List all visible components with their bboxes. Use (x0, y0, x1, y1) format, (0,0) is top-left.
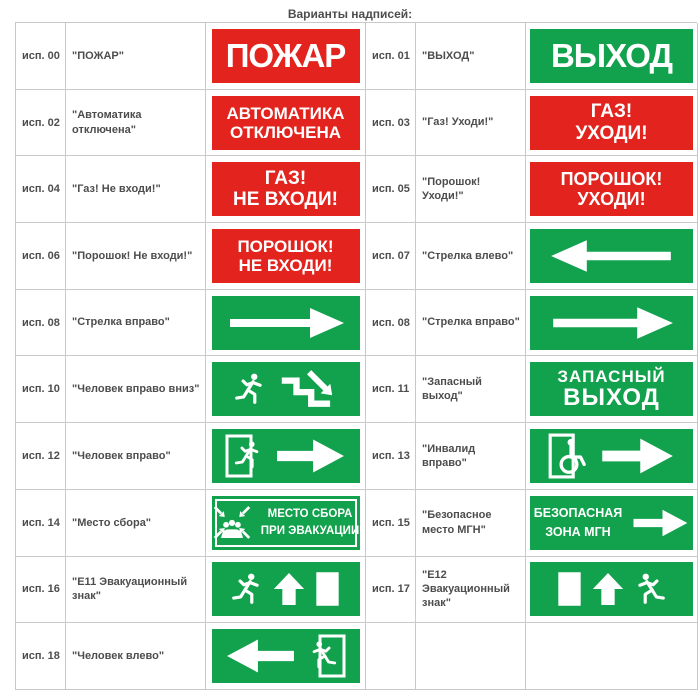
door-icon (314, 570, 341, 608)
arrow-right-icon (599, 434, 675, 478)
sign-text: ПРИ ЭВАКУАЦИИ (260, 524, 360, 537)
sign-cell (206, 223, 366, 290)
variant-label: "Человек влево" (66, 623, 206, 690)
variant-label: "Газ! Не входи!" (66, 156, 206, 223)
variant-number: исп. 18 (16, 623, 66, 690)
sign-cell (526, 156, 698, 223)
variant-number: исп. 08 (16, 290, 66, 357)
variant-label: "Стрелка влево" (416, 223, 526, 290)
sign-poroshok-ne-vhodi (212, 229, 360, 283)
variant-number: исп. 02 (16, 90, 66, 157)
sign-arrow-right (530, 296, 693, 350)
variant-label: "Место сбора" (66, 490, 206, 557)
variant-label: "Автоматика отключена" (66, 90, 206, 157)
sign-cell (206, 156, 366, 223)
variant-label: "Запасный выход" (416, 356, 526, 423)
variant-number: исп. 08 (366, 290, 416, 357)
sign-text: ГАЗ! (264, 167, 307, 189)
variant-label: "Порошок! Уходи!" (416, 156, 526, 223)
sign-text: ПОЖАР (225, 36, 346, 74)
variant-number (366, 623, 416, 690)
sign-zapasny-vyhod (530, 362, 693, 416)
variant-number: исп. 13 (366, 423, 416, 490)
variant-number: исп. 11 (366, 356, 416, 423)
variant-number: исп. 00 (16, 23, 66, 90)
variant-label: "Человек вправо вниз" (66, 356, 206, 423)
sign-text: МЕСТО СБОРА (267, 507, 353, 520)
sign-man-right (212, 429, 360, 483)
variant-label: "ВЫХОД" (416, 23, 526, 90)
variant-label: "Газ! Уходи!" (416, 90, 526, 157)
sign-avtomatika-otklyuchena (212, 96, 360, 150)
sign-cell (526, 290, 698, 357)
sign-mesto-sbora (212, 496, 360, 550)
variant-number: исп. 15 (366, 490, 416, 557)
sign-text: АВТОМАТИКА (226, 103, 345, 123)
variant-label: "Безопасное место МГН" (416, 490, 526, 557)
sign-cell (526, 557, 698, 624)
sign-text: БЕЗОПАСНАЯ (533, 505, 623, 520)
runner-icon (233, 372, 267, 406)
variant-number: исп. 04 (16, 156, 66, 223)
sign-cell (526, 223, 698, 290)
sign-cell (206, 290, 366, 357)
variant-number: исп. 17 (366, 557, 416, 624)
variant-label: "Человек вправо" (66, 423, 206, 490)
sign-arrow-right (212, 296, 360, 350)
sign-cell (206, 623, 366, 690)
sign-text: ЗАПАСНЫЙ (557, 367, 666, 387)
sign-cell (206, 90, 366, 157)
sign-e12-evacuation (530, 562, 693, 616)
arrow-right-icon (631, 504, 689, 542)
sign-text: НЕ ВХОДИ! (233, 189, 338, 211)
sign-e11-evacuation (212, 562, 360, 616)
variant-number: исп. 14 (16, 490, 66, 557)
door-icon (556, 570, 583, 608)
sign-cell (206, 356, 366, 423)
variant-number: исп. 16 (16, 557, 66, 624)
sign-cell (526, 90, 698, 157)
sign-text: ВЫХОД (563, 384, 660, 412)
sign-cell (206, 23, 366, 90)
sign-cell (206, 490, 366, 557)
runner-icon (230, 572, 264, 606)
sign-cell (526, 356, 698, 423)
variant-number: исп. 03 (366, 90, 416, 157)
arrow-left-icon (546, 235, 678, 277)
variant-number: исп. 01 (366, 23, 416, 90)
variant-number: исп. 07 (366, 223, 416, 290)
wheelchair-icon (548, 433, 590, 479)
variant-label: "Е12 Эвакуационный знак" (416, 557, 526, 624)
sign-text: ВЫХОД (550, 36, 673, 74)
variant-number: исп. 10 (16, 356, 66, 423)
variant-label: "Е11 Эвакуационный знак" (66, 557, 206, 624)
sign-runner-stairs-down (212, 362, 360, 416)
variant-label (416, 623, 526, 690)
sign-cell (206, 557, 366, 624)
arrow-right-icon (226, 303, 346, 343)
arrow-right-icon (274, 435, 346, 477)
sign-text: НЕ ВХОДИ! (238, 255, 333, 275)
sign-gaz-ne-vhodi (212, 162, 360, 216)
sign-poroshok-uhodi (530, 162, 693, 216)
variant-label: "Инвалид вправо" (416, 423, 526, 490)
sign-arrow-left (530, 229, 693, 283)
variant-number: исп. 12 (16, 423, 66, 490)
sign-text: УХОДИ! (577, 189, 646, 210)
sign-cell (526, 23, 698, 90)
sign-cell (526, 623, 698, 690)
sign-man-left (212, 629, 360, 683)
sign-vyhod (530, 29, 693, 83)
sign-text: УХОДИ! (575, 122, 648, 144)
variant-number: исп. 05 (366, 156, 416, 223)
sign-pozhar (212, 29, 360, 83)
exit-door-runner-left-icon (306, 634, 346, 678)
sign-wheelchair-right (530, 429, 693, 483)
variant-label: "Стрелка вправо" (66, 290, 206, 357)
sign-text: ГАЗ! (590, 101, 633, 123)
assembly-point-icon (212, 504, 252, 541)
sign-text: ОТКЛЮЧЕНА (229, 122, 342, 142)
variant-label: "ПОЖАР" (66, 23, 206, 90)
stairs-down-arrow-icon (276, 368, 338, 410)
page-title: Варианты надписей: (287, 7, 413, 21)
sign-text: ПОРОШОК! (560, 169, 663, 190)
arrow-up-icon (273, 571, 305, 607)
exit-door-runner-icon (225, 434, 265, 478)
sign-gaz-uhodi (530, 96, 693, 150)
sign-cell (206, 423, 366, 490)
variant-label: "Стрелка вправо" (416, 290, 526, 357)
sign-cell (526, 490, 698, 557)
sign-text: ЗОНА МГН (545, 524, 611, 539)
variant-label: "Порошок! Не входи!" (66, 223, 206, 290)
arrow-right-icon (546, 302, 678, 344)
sign-bezopasnaya-zona-mgn (530, 496, 693, 550)
runner-left-icon (633, 572, 667, 606)
arrow-up-icon (592, 571, 624, 607)
variants-table (15, 22, 697, 690)
variant-number: исп. 06 (16, 223, 66, 290)
sign-cell (526, 423, 698, 490)
sign-text: ПОРОШОК! (237, 236, 334, 256)
arrow-left-icon (225, 635, 297, 677)
